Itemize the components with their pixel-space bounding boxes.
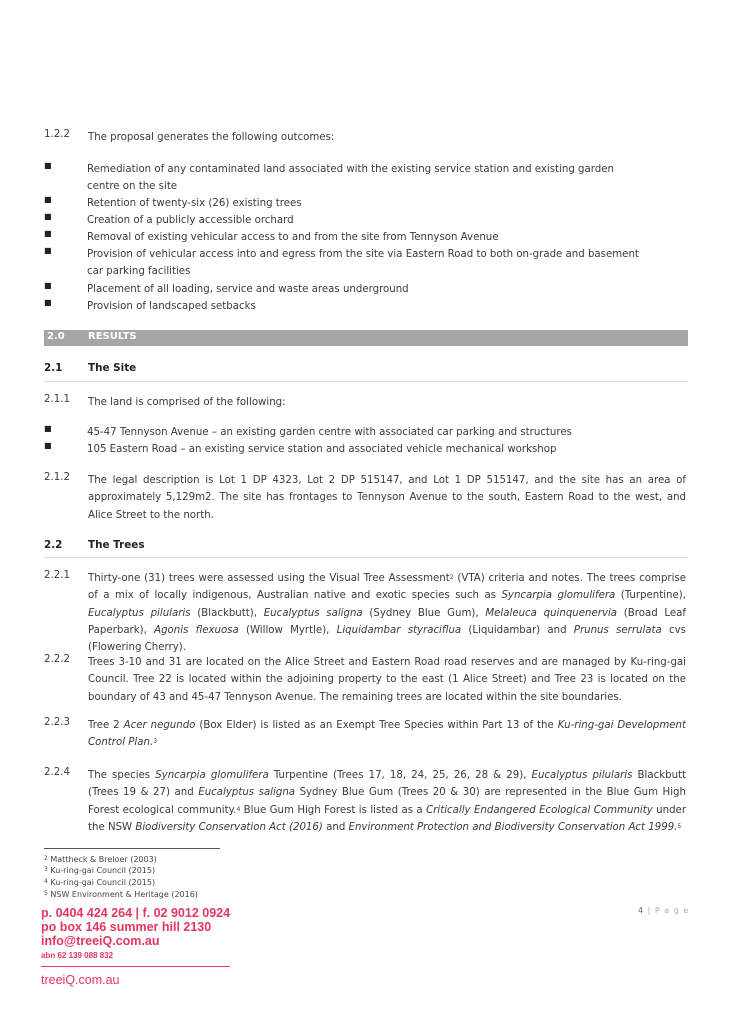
footer-email[interactable]: info@treeiQ.com.au: [41, 934, 160, 948]
divider: [44, 557, 688, 558]
footnote: $^5$ NSW Environment & Heritage (2016): [44, 890, 198, 899]
footer-divider: [41, 966, 230, 967]
subsection-heading-site: 2.1 The Site: [44, 362, 137, 374]
section-heading-band: [44, 330, 688, 346]
section-number: 2.0: [47, 331, 65, 342]
para-text: The species Syncarpia glomulifera Turpentine (Trees 17, 18, 24, 25, 26, 28 & 29), Eucalyptus pilularis Blackbutt (Trees 19 & 27) and Eucalyptus saligna Sydney Blue Gum (Trees 20 & 30) are represented in the Blue Gum High Forest ecological community.$^4$ Blue Gum High Forest is listed as a Critically Endangered Ecological Community under the NSW Biodiversity Conservation Act (2016) and Environment Protection and Biodiversity Conservation Act 1999.$^5$: [88, 770, 687, 833]
para-text: Thirty-one (31) trees were assessed using the Visual Tree Assessment$^2$ (VTA) criteria and notes. The trees comprise of a mix of locally indigenous, Australian native and exotic species such as Syncarpia glomulifera (Turpentine), Eucalyptus pilularis (Blackbutt), Eucalyptus saligna (Sydney Blue Gum), Melaleuca quinquenervia (Broad Leaf Paperbark), Agonis flexuosa (Willow Myrtle), Liquidambar styraciflua (Liquidambar) and Prunus serrulata cvs (Flowering Cherry).: [88, 573, 687, 654]
footnote: $^2$ Mattheck & Breloer (2003): [44, 855, 157, 864]
para-text: Tree 2 Acer negundo (Box Elder) is listed as an Exempt Tree Species within Part 13 of the Ku-ring-gai Development Control Plan.$^3$: [88, 720, 686, 749]
divider: [44, 381, 688, 382]
para-text: The proposal generates the following outcomes:: [88, 132, 335, 143]
footer-phone: p. 0404 424 264 | f. 02 9012 0924: [41, 906, 231, 920]
footnote: $^4$ Ku-ring-gai Council (2015): [44, 878, 156, 887]
subsection-heading-trees: 2.2 The Trees: [44, 539, 145, 551]
footnote: $^3$ Ku-ring-gai Council (2015): [44, 866, 156, 875]
footer-address: po box 146 summer hill 2130: [41, 920, 212, 934]
footnote-divider: [44, 848, 220, 849]
section-title: RESULTS: [88, 331, 137, 342]
footer-abn: abn 62 139 088 832: [41, 951, 114, 960]
footer-website[interactable]: treeiQ.com.au: [41, 973, 120, 987]
para-number: 1.2.2: [44, 129, 70, 140]
page-number: 4 | P a g e: [638, 906, 690, 915]
